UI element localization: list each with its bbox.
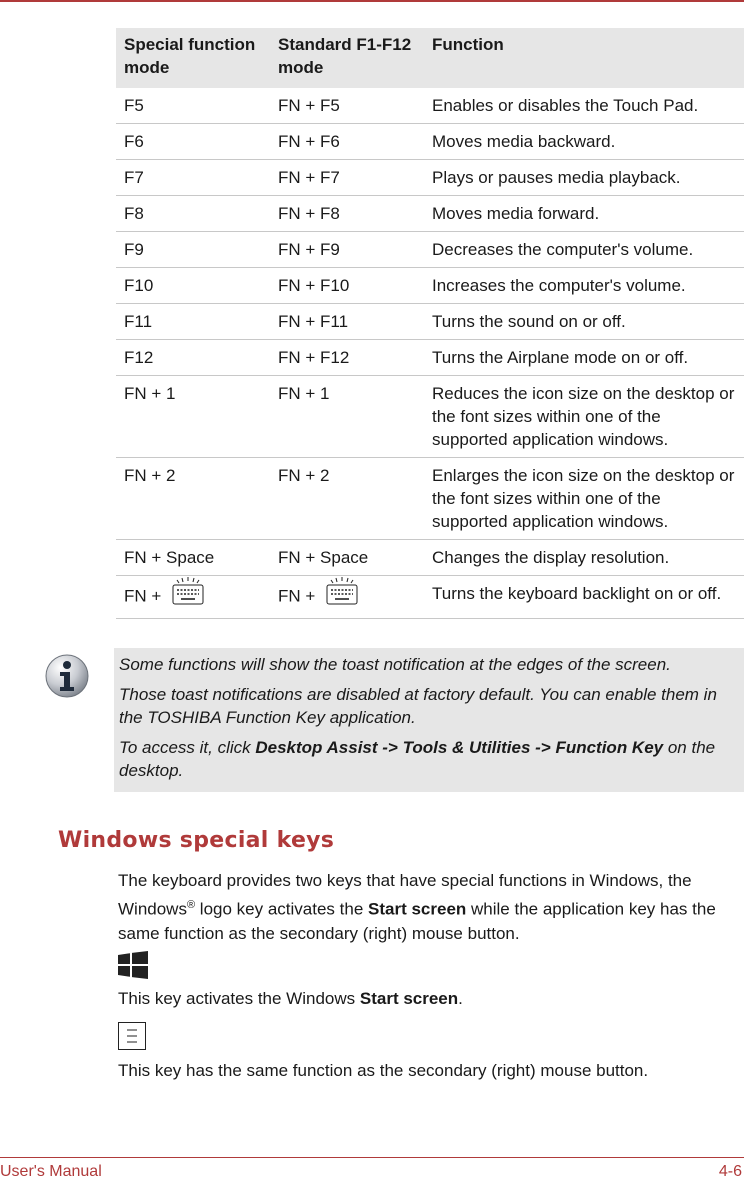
keyboard-backlight-icon [170, 576, 206, 612]
table-row [116, 88, 744, 124]
cell-standard [270, 576, 424, 619]
section-intro [118, 869, 744, 946]
footer-rule [0, 1157, 744, 1158]
keyboard-backlight-icon [324, 576, 360, 612]
cell-special: FN + 1 [116, 376, 270, 458]
cell-function: Increases the computer's volume. [424, 268, 744, 304]
application-key-description: This key has the same function as the secondary (right) mouse button. [118, 1061, 649, 1080]
cell-special: FN + Space [116, 540, 270, 576]
table-row [116, 576, 744, 619]
cell-function: Turns the sound on or off. [424, 304, 744, 340]
registered-mark: ® [186, 899, 196, 911]
application-key-icon [118, 1022, 146, 1055]
intro-start-screen: Start screen [368, 899, 467, 919]
cell-standard: FN + F10 [270, 268, 424, 304]
section-title: Windows special keys [58, 828, 335, 853]
table-row [116, 232, 744, 268]
note-line-3-suffix: on the desktop. [119, 738, 716, 780]
table-row [116, 124, 744, 160]
table-row [116, 340, 744, 376]
cell-function: Enlarges the icon size on the desktop or the font sizes within one of the supported application windows. [424, 458, 744, 540]
table-row [116, 196, 744, 232]
intro-text-c: while the application key has the same function as the secondary (right) mouse button. [118, 899, 716, 943]
cell-standard: FN + 2 [270, 458, 424, 540]
cell-function: Decreases the computer's volume. [424, 232, 744, 268]
cell-standard: FN + 1 [270, 376, 424, 458]
cell-special: F9 [116, 232, 270, 268]
cell-function: Plays or pauses media playback. [424, 160, 744, 196]
cell-standard: FN + Space [270, 540, 424, 576]
win-key-text: This key activates the Windows [118, 989, 360, 1008]
cell-special-text: FN + [124, 586, 167, 606]
cell-special [116, 576, 270, 619]
cell-standard: FN + F7 [270, 160, 424, 196]
top-rule [0, 0, 744, 2]
table-row [116, 160, 744, 196]
table-row [116, 304, 744, 340]
table-header-row [116, 28, 744, 88]
info-icon [44, 653, 90, 704]
note-line-2: Those toast notifications are disabled at factory default. You can enable them in the TOSHIBA Function Key application. [119, 685, 717, 727]
cell-special: F11 [116, 304, 270, 340]
table-row [116, 268, 744, 304]
intro-text-b: logo key activates the [195, 899, 369, 919]
win-key-start-screen: Start screen [359, 989, 459, 1008]
note-line-3-prefix: To access it, click [119, 738, 256, 757]
cell-special: F8 [116, 196, 270, 232]
win-key-period: . [458, 989, 463, 1008]
windows-logo-icon [118, 951, 148, 984]
note-menu-path: Desktop Assist -> Tools & Utilities -> Function Key [255, 738, 664, 757]
cell-standard: FN + F11 [270, 304, 424, 340]
cell-function: Turns the Airplane mode on or off. [424, 340, 744, 376]
table-row [116, 540, 744, 576]
table-row [116, 458, 744, 540]
cell-function: Moves media backward. [424, 124, 744, 160]
header-standard-mode: Standard F1-F12 mode [270, 28, 424, 88]
intro-text-a: The keyboard provides two keys that have special functions in Windows, the Windows [118, 871, 692, 919]
cell-special: F7 [116, 160, 270, 196]
table-row [116, 376, 744, 458]
cell-standard-text: FN + [278, 586, 321, 606]
cell-standard: FN + F5 [270, 88, 424, 124]
cell-function: Changes the display resolution. [424, 540, 744, 576]
note-line-1: Some functions will show the toast notification at the edges of the screen. [119, 655, 671, 674]
info-note [114, 648, 744, 792]
cell-function: Enables or disables the Touch Pad. [424, 88, 744, 124]
cell-standard: FN + F9 [270, 232, 424, 268]
windows-key-description [118, 987, 744, 1011]
header-function: Function [424, 28, 744, 88]
footer-page-number: 4-6 [718, 1163, 742, 1180]
cell-special: F10 [116, 268, 270, 304]
note-line-3 [119, 736, 740, 782]
cell-standard: FN + F6 [270, 124, 424, 160]
footer-manual-title: User's Manual [0, 1163, 102, 1180]
cell-special: F5 [116, 88, 270, 124]
function-key-table [116, 28, 744, 619]
cell-function: Turns the keyboard backlight on or off. [424, 576, 744, 619]
cell-function: Reduces the icon size on the desktop or the font sizes within one of the supported application windows. [424, 376, 744, 458]
cell-special: F12 [116, 340, 270, 376]
cell-special: F6 [116, 124, 270, 160]
header-special-mode: Special function mode [116, 28, 270, 88]
cell-function: Moves media forward. [424, 196, 744, 232]
cell-special: FN + 2 [116, 458, 270, 540]
cell-standard: FN + F12 [270, 340, 424, 376]
cell-standard: FN + F8 [270, 196, 424, 232]
